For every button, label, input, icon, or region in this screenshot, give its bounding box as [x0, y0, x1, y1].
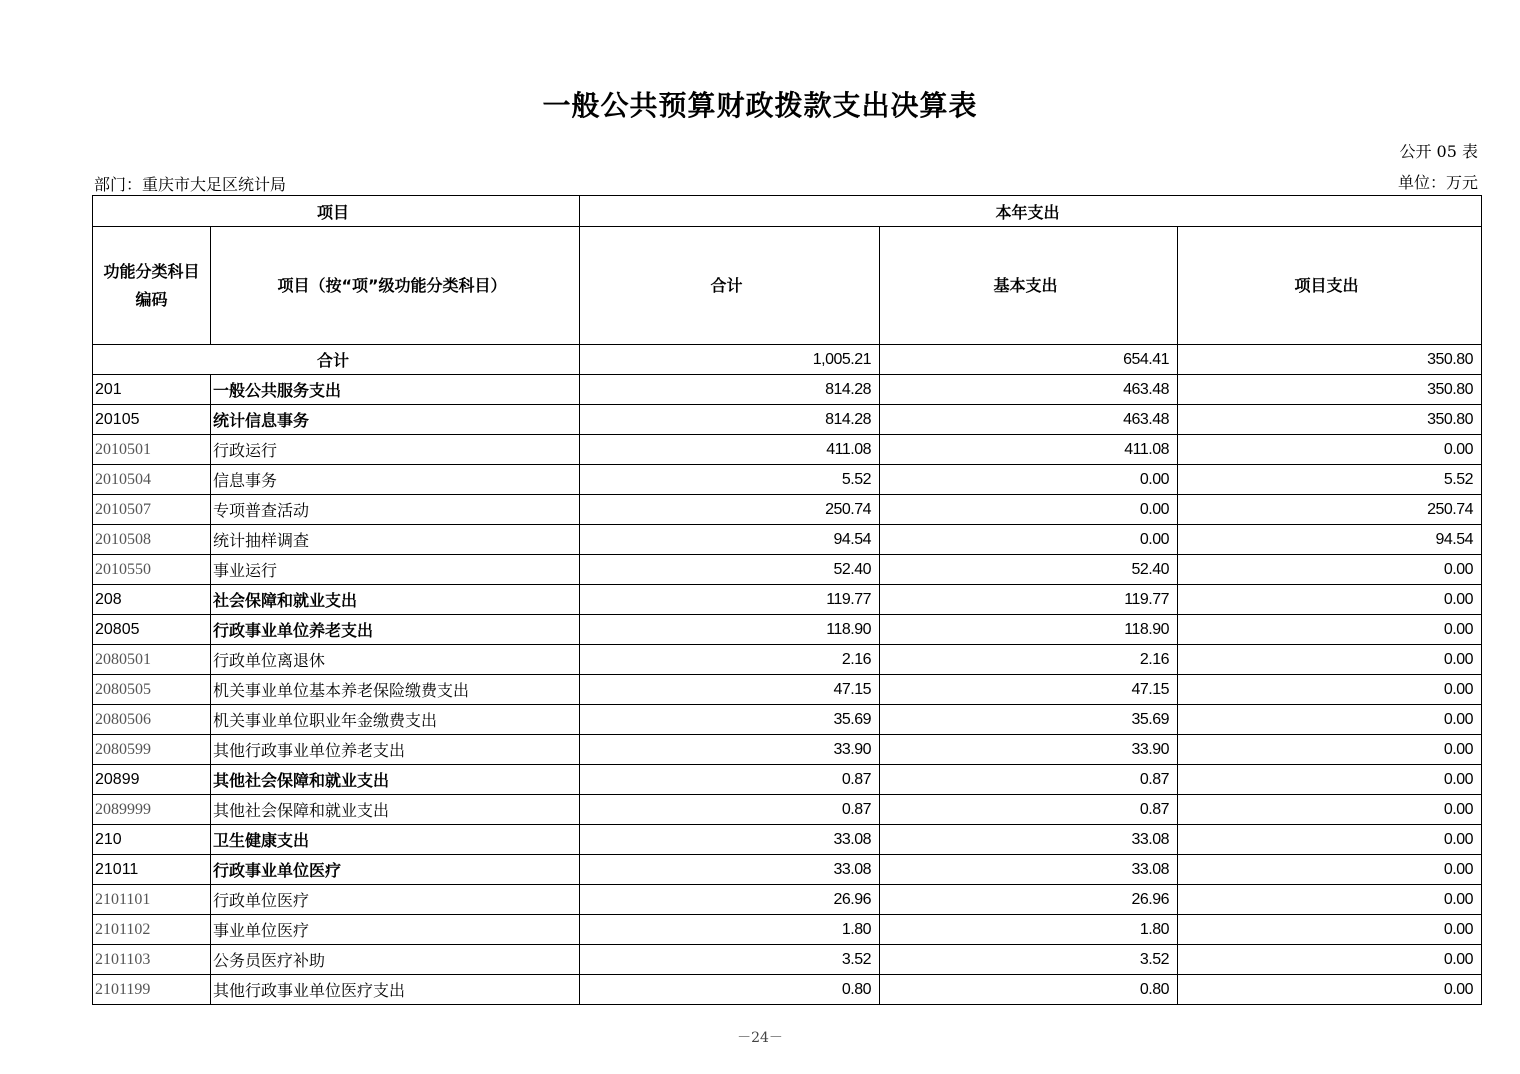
row-project: 0.00	[1178, 855, 1482, 885]
header-code: 功能分类科目编码	[93, 227, 211, 345]
row-project: 250.74	[1178, 495, 1482, 525]
table-row	[93, 765, 1482, 795]
row-basic: 33.90	[880, 735, 1178, 765]
table-row	[93, 435, 1482, 465]
row-project: 0.00	[1178, 765, 1482, 795]
row-code: 20899	[93, 765, 211, 795]
row-basic: 0.87	[880, 765, 1178, 795]
header-row-group	[93, 196, 1482, 227]
row-code: 2010508	[93, 525, 211, 555]
table-row	[93, 945, 1482, 975]
row-name: 机关事业单位职业年金缴费支出	[211, 705, 580, 735]
row-project: 0.00	[1178, 585, 1482, 615]
row-name: 信息事务	[211, 465, 580, 495]
total-row	[93, 345, 1482, 375]
row-project: 350.80	[1178, 405, 1482, 435]
row-total: 250.74	[580, 495, 880, 525]
row-name: 其他行政事业单位医疗支出	[211, 975, 580, 1005]
row-project: 0.00	[1178, 675, 1482, 705]
row-basic: 119.77	[880, 585, 1178, 615]
row-code: 2080505	[93, 675, 211, 705]
row-name: 一般公共服务支出	[211, 375, 580, 405]
row-code: 208	[93, 585, 211, 615]
row-basic: 52.40	[880, 555, 1178, 585]
table-body	[93, 345, 1482, 1005]
row-basic: 35.69	[880, 705, 1178, 735]
row-basic: 26.96	[880, 885, 1178, 915]
row-project: 5.52	[1178, 465, 1482, 495]
row-project: 0.00	[1178, 945, 1482, 975]
total-label: 合计	[93, 345, 580, 375]
row-basic: 0.00	[880, 525, 1178, 555]
row-code: 2089999	[93, 795, 211, 825]
table-row	[93, 675, 1482, 705]
row-project: 0.00	[1178, 705, 1482, 735]
row-name: 其他社会保障和就业支出	[211, 795, 580, 825]
header-row-columns	[93, 227, 1482, 345]
total-total: 1,005.21	[580, 345, 880, 375]
total-basic: 654.41	[880, 345, 1178, 375]
row-name: 统计抽样调查	[211, 525, 580, 555]
row-project: 0.00	[1178, 435, 1482, 465]
table-row	[93, 825, 1482, 855]
row-code: 2101101	[93, 885, 211, 915]
row-total: 0.87	[580, 765, 880, 795]
row-name: 行政单位医疗	[211, 885, 580, 915]
total-project: 350.80	[1178, 345, 1482, 375]
row-total: 118.90	[580, 615, 880, 645]
row-total: 1.80	[580, 915, 880, 945]
row-project: 0.00	[1178, 885, 1482, 915]
table-row	[93, 405, 1482, 435]
row-code: 2010507	[93, 495, 211, 525]
unit-label: 单位：万元	[1397, 173, 1478, 192]
row-total: 2.16	[580, 645, 880, 675]
row-code: 2101103	[93, 945, 211, 975]
header-name: 项目（按“项”级功能分类科目）	[211, 227, 580, 345]
table-row	[93, 495, 1482, 525]
row-code: 2101102	[93, 915, 211, 945]
page-number: －24－	[737, 1030, 783, 1046]
row-project: 0.00	[1178, 795, 1482, 825]
row-basic: 33.08	[880, 855, 1178, 885]
department-label: 部门：重庆市大足区统计局	[94, 175, 287, 194]
row-name: 行政事业单位医疗	[211, 855, 580, 885]
row-code: 21011	[93, 855, 211, 885]
row-basic: 0.00	[880, 465, 1178, 495]
row-code: 20805	[93, 615, 211, 645]
table-row	[93, 735, 1482, 765]
table-row	[93, 885, 1482, 915]
row-name: 其他行政事业单位养老支出	[211, 735, 580, 765]
row-total: 47.15	[580, 675, 880, 705]
row-total: 94.54	[580, 525, 880, 555]
row-name: 公务员医疗补助	[211, 945, 580, 975]
row-project: 0.00	[1178, 975, 1482, 1005]
table-row	[93, 465, 1482, 495]
row-basic: 3.52	[880, 945, 1178, 975]
row-name: 事业运行	[211, 555, 580, 585]
form-number: 公开 05 表	[1399, 142, 1478, 161]
table-row	[93, 585, 1482, 615]
row-total: 0.80	[580, 975, 880, 1005]
row-basic: 47.15	[880, 675, 1178, 705]
row-name: 其他社会保障和就业支出	[211, 765, 580, 795]
table-row	[93, 795, 1482, 825]
row-project: 94.54	[1178, 525, 1482, 555]
row-total: 814.28	[580, 405, 880, 435]
row-name: 事业单位医疗	[211, 915, 580, 945]
row-total: 0.87	[580, 795, 880, 825]
table-row	[93, 525, 1482, 555]
row-basic: 2.16	[880, 645, 1178, 675]
row-name: 行政单位离退休	[211, 645, 580, 675]
page-title: 一般公共预算财政拨款支出决算表	[542, 89, 978, 122]
header-expenditure-group: 本年支出	[580, 196, 1482, 227]
row-basic: 0.00	[880, 495, 1178, 525]
table-row	[93, 615, 1482, 645]
row-basic: 33.08	[880, 825, 1178, 855]
header-total: 合计	[580, 227, 880, 345]
header-project: 项目支出	[1178, 227, 1482, 345]
row-project: 0.00	[1178, 645, 1482, 675]
row-total: 33.08	[580, 825, 880, 855]
row-name: 行政运行	[211, 435, 580, 465]
row-project: 0.00	[1178, 555, 1482, 585]
row-total: 33.90	[580, 735, 880, 765]
row-code: 2080501	[93, 645, 211, 675]
table-row	[93, 375, 1482, 405]
row-name: 机关事业单位基本养老保险缴费支出	[211, 675, 580, 705]
row-basic: 463.48	[880, 375, 1178, 405]
row-name: 专项普查活动	[211, 495, 580, 525]
row-basic: 463.48	[880, 405, 1178, 435]
row-project: 0.00	[1178, 735, 1482, 765]
row-name: 行政事业单位养老支出	[211, 615, 580, 645]
row-basic: 1.80	[880, 915, 1178, 945]
row-code: 2010504	[93, 465, 211, 495]
row-code: 210	[93, 825, 211, 855]
row-basic: 0.80	[880, 975, 1178, 1005]
row-code: 201	[93, 375, 211, 405]
row-total: 5.52	[580, 465, 880, 495]
row-code: 2010501	[93, 435, 211, 465]
row-total: 814.28	[580, 375, 880, 405]
row-project: 0.00	[1178, 915, 1482, 945]
row-total: 52.40	[580, 555, 880, 585]
header-basic: 基本支出	[880, 227, 1178, 345]
row-project: 0.00	[1178, 615, 1482, 645]
table-row	[93, 705, 1482, 735]
header-item-group: 项目	[93, 196, 580, 227]
table-row	[93, 915, 1482, 945]
row-code: 2101199	[93, 975, 211, 1005]
row-name: 卫生健康支出	[211, 825, 580, 855]
row-basic: 411.08	[880, 435, 1178, 465]
table-row	[93, 555, 1482, 585]
row-basic: 118.90	[880, 615, 1178, 645]
row-name: 统计信息事务	[211, 405, 580, 435]
row-project: 350.80	[1178, 375, 1482, 405]
row-code: 2080506	[93, 705, 211, 735]
table-row	[93, 975, 1482, 1005]
row-name: 社会保障和就业支出	[211, 585, 580, 615]
row-total: 411.08	[580, 435, 880, 465]
row-total: 35.69	[580, 705, 880, 735]
row-project: 0.00	[1178, 825, 1482, 855]
row-total: 26.96	[580, 885, 880, 915]
row-total: 119.77	[580, 585, 880, 615]
row-basic: 0.87	[880, 795, 1178, 825]
table-row	[93, 645, 1482, 675]
row-code: 2080599	[93, 735, 211, 765]
row-code: 2010550	[93, 555, 211, 585]
expenditure-table	[92, 195, 1482, 1005]
row-code: 20105	[93, 405, 211, 435]
row-total: 33.08	[580, 855, 880, 885]
row-total: 3.52	[580, 945, 880, 975]
table-row	[93, 855, 1482, 885]
